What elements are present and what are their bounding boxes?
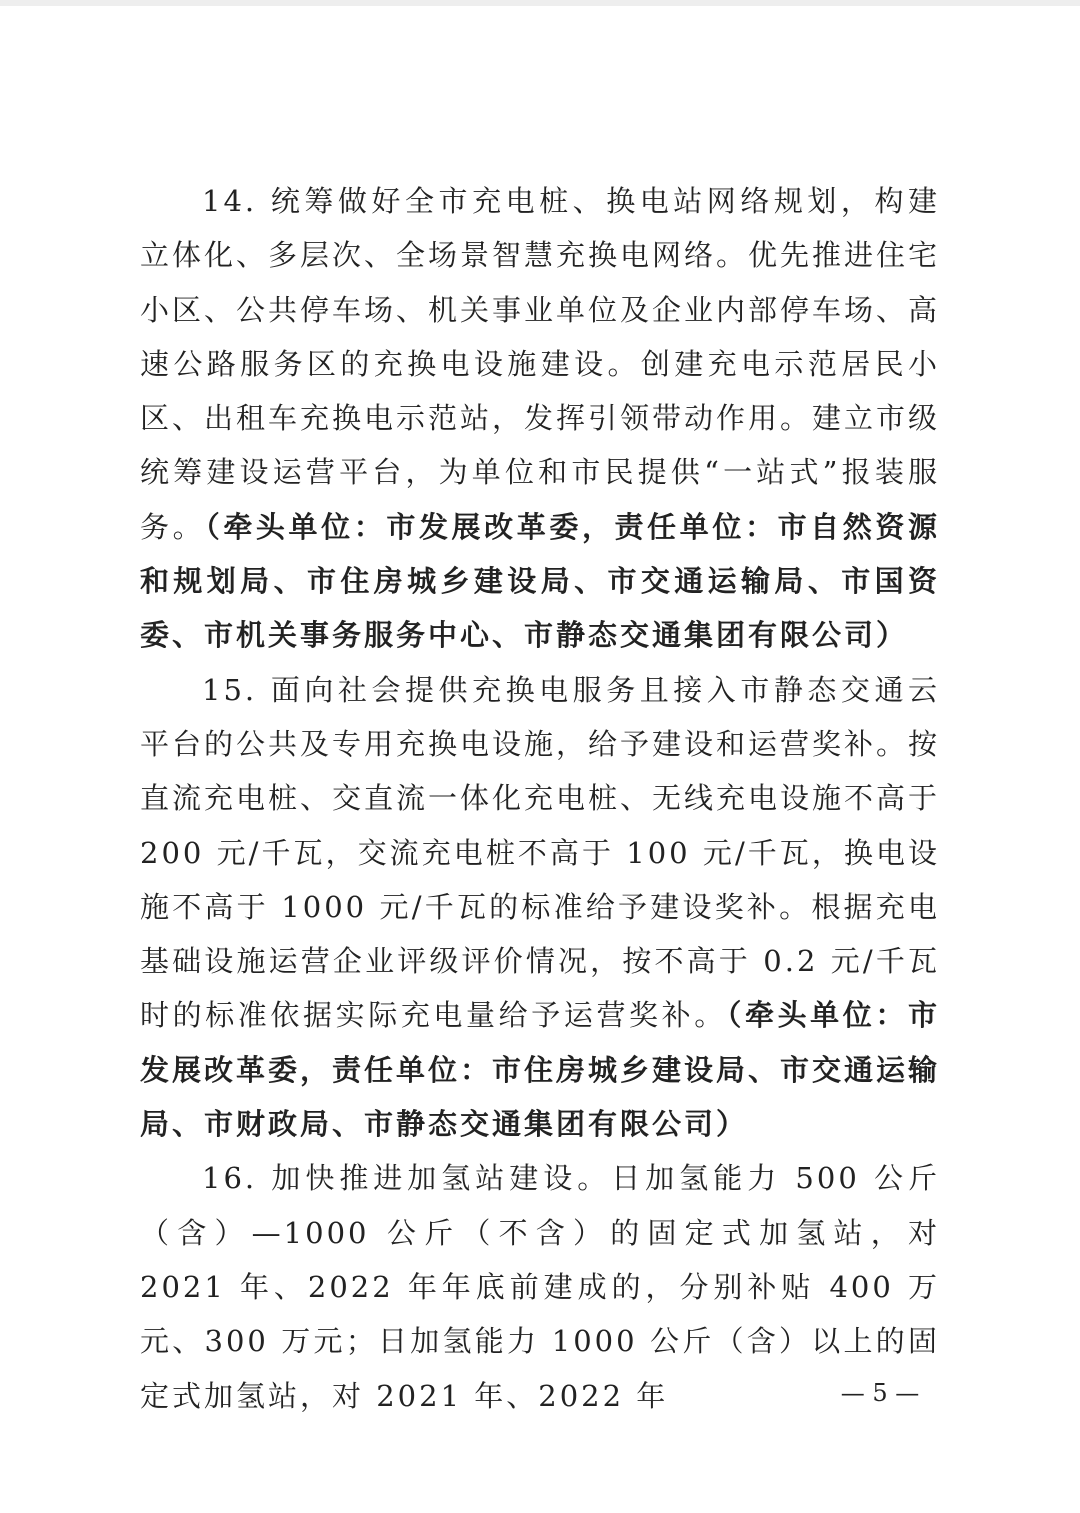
page-number: — 5 — xyxy=(840,1379,920,1407)
paragraph-text: 14. 统筹做好全市充电桩、换电站网络规划，构建立体化、多层次、全场景智慧充换电网络。优先推进住宅小区、公共停车场、机关事业单位及企业内部停车场、高速公路服务区的充换电设施建设。创建充电示范居民小区、出租车充换电示范站，发挥引领带动作用。建立市级统筹建设运营平台，为单位和市民提供“一站式”报装服务。 xyxy=(140,184,941,544)
responsible-units-note: （牵头单位：市发展改革委，责任单位：市自然资源和规划局、市住房城乡建设局、市交通运输局、市国资委、市机关事务服务中心、市静态交通集团有限公司） xyxy=(140,509,940,653)
paragraph-14 xyxy=(140,174,940,663)
paragraph-text: 16. 加快推进加氢站建设。日加氢能力 500 公斤（含）—1000 公斤（不含）的固定式加氢站，对 2021 年、2022 年年底前建成的，分别补贴 400 万元、300 万元；日加氢能力 1000 公斤（含）以上的固定式加氢站，对 2021 年、2022 年 xyxy=(140,1161,940,1413)
responsible-units-note: （牵头单位：市发展改革委，责任单位：市住房城乡建设局、市交通运输局、市财政局、市静态交通集团有限公司） xyxy=(140,998,941,1142)
paragraph-15 xyxy=(140,663,940,1152)
document-body xyxy=(140,174,940,1423)
top-divider xyxy=(0,0,1080,6)
paragraph-text: 15. 面向社会提供充换电服务且接入市静态交通云平台的公共及专用充换电设施，给予建设和运营奖补。按直流充电桩、交直流一体化充电桩、无线充电设施不高于 200 元/千瓦，交流充电桩不高于 100 元/千瓦，换电设施不高于 1000 元/千瓦的标准给予建设奖补。根据充电基础设施运营企业评级评价情况，按不高于 0.2 元/千瓦时的标准依据实际充电量给予运营奖补。 xyxy=(140,672,941,1033)
